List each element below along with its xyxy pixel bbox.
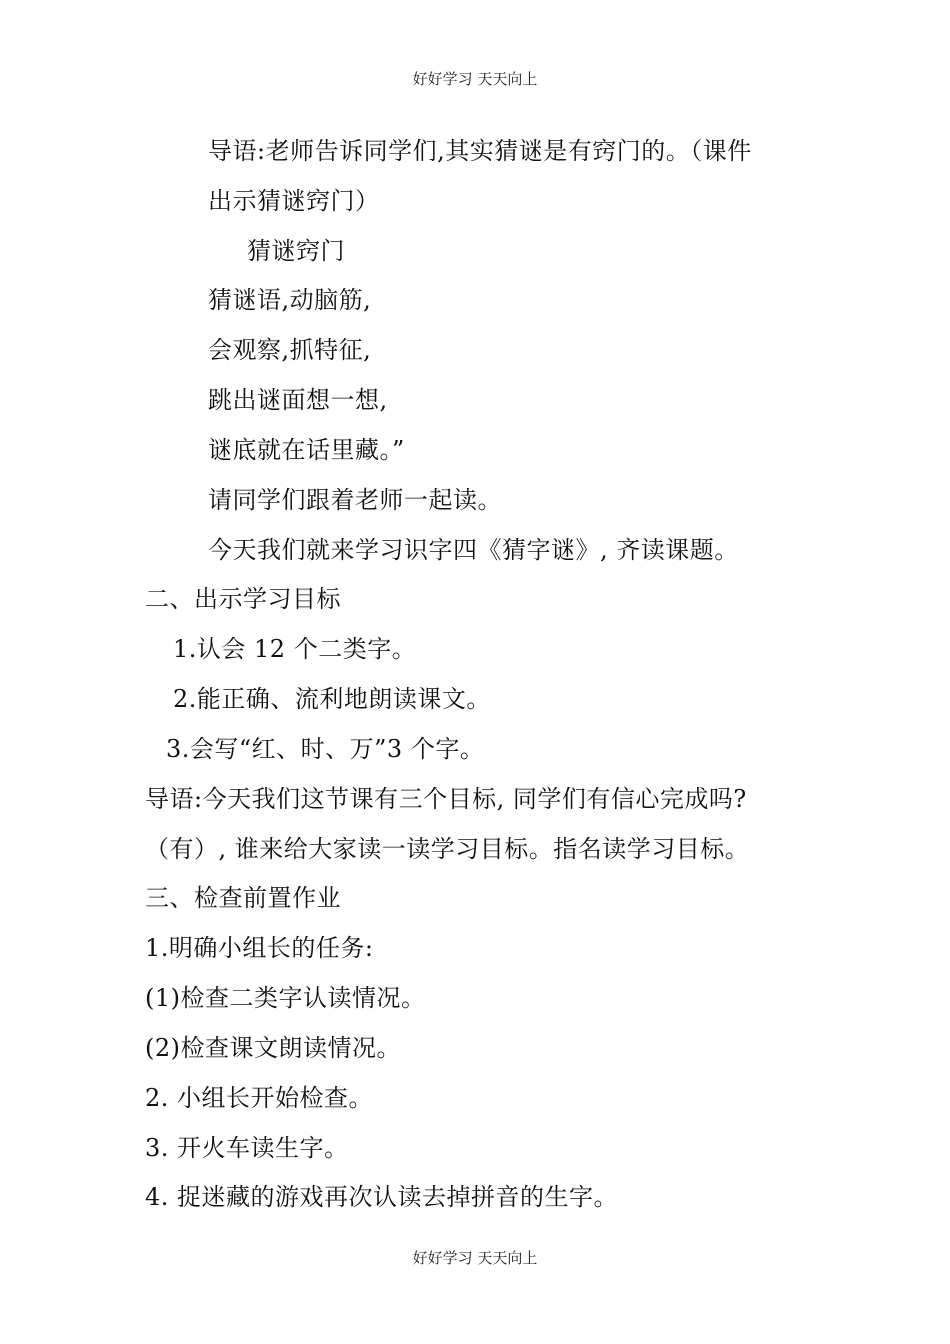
- text-line: 猜谜语,动脑筋,: [208, 286, 372, 314]
- list-item: (1)检查二类字认读情况。: [145, 984, 426, 1012]
- text-line: 会观察,抓特征,: [208, 336, 372, 364]
- page-footer: 好好学习 天天向上: [412, 1249, 538, 1267]
- list-item: 2.能正确、流利地朗读课文。: [173, 685, 491, 713]
- text-line: 出示猜谜窍门）: [208, 187, 380, 215]
- list-item: 1.认会 12 个二类字。: [173, 635, 417, 663]
- list-item: (2)检查课文朗读情况。: [145, 1034, 401, 1062]
- list-item: 1.明确小组长的任务:: [145, 934, 374, 962]
- section-subtitle: 猜谜窍门: [247, 237, 345, 265]
- text-line: 请同学们跟着老师一起读。: [208, 486, 502, 514]
- section-heading: 三、检查前置作业: [145, 884, 341, 912]
- text-line: 导语:今天我们这节课有三个目标, 同学们有信心完成吗?: [145, 785, 747, 813]
- list-item: 3. 开火车读生字。: [145, 1134, 349, 1162]
- section-heading: 二、出示学习目标: [145, 585, 341, 613]
- list-item: 2. 小组长开始检查。: [145, 1084, 374, 1112]
- text-line: 导语:老师告诉同学们,其实猜谜是有窍门的。（课件: [208, 137, 752, 165]
- text-line: 今天我们就来学习识字四《猜字谜》, 齐读课题。: [208, 536, 739, 564]
- list-item: 3.会写“红、时、万”3 个字。: [166, 735, 485, 763]
- text-line: 跳出谜面想一想,: [208, 386, 388, 414]
- text-line: （有）, 谁来给大家读一读学习目标。指名读学习目标。: [145, 835, 750, 863]
- page-header: 好好学习 天天向上: [412, 70, 538, 88]
- text-line: 谜底就在话里藏。”: [208, 436, 405, 464]
- list-item: 4. 捉迷藏的游戏再次认读去掉拼音的生字。: [145, 1183, 619, 1211]
